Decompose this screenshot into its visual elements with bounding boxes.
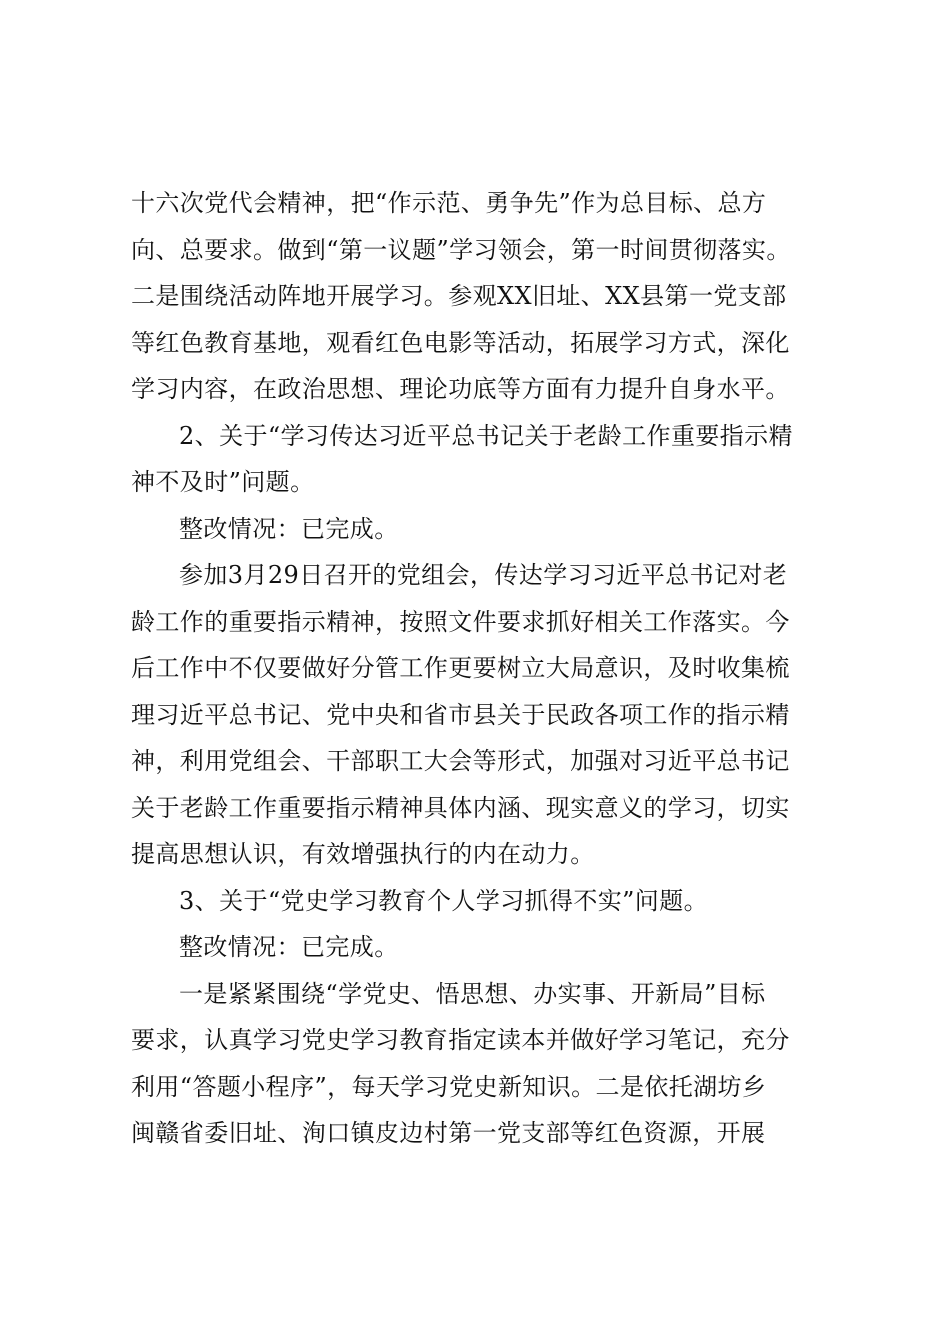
paragraph-start: 一是紧紧围绕“学党史、悟思想、办实事、开新局”目标 bbox=[179, 979, 766, 1008]
text-line: 神，利用党组会、干部职工大会等形式，加强对习近平总书记 bbox=[131, 747, 790, 775]
text-line: 利用“答题小程序”，每天学习党史新知识。二是依托湖坊乡 bbox=[131, 1072, 767, 1101]
document-body bbox=[131, 180, 831, 1157]
text-line: 学习内容，在政治思想、理论功底等方面有力提升自身水平。 bbox=[131, 375, 790, 403]
text-line: 二是围绕活动阵地开展学习。参观XX旧址、XX县第一党支部 bbox=[131, 282, 787, 310]
text-line: 关于老龄工作重要指示精神具体内涵、现实意义的学习，切实 bbox=[131, 793, 790, 822]
text-line: 神不及时”问题。 bbox=[131, 468, 315, 496]
paragraph-start: 参加3月29日召开的党组会，传达学习习近平总书记对老 bbox=[179, 561, 788, 589]
status-line: 整改情况：已完成。 bbox=[179, 933, 399, 961]
text-line: 十六次党代会精神，把“作示范、勇争先”作为总目标、总方 bbox=[131, 189, 767, 217]
section-heading-2: 2、关于“学习传达习近平总书记关于老龄工作重要指示精 bbox=[179, 421, 793, 450]
text-line: 后工作中不仅要做好分管工作更要树立大局意识，及时收集梳 bbox=[131, 654, 790, 682]
text-line: 向、总要求。做到“第一议题”学习领会，第一时间贯彻落实。 bbox=[131, 235, 791, 264]
text-line: 等红色教育基地，观看红色电影等活动，拓展学习方式，深化 bbox=[131, 328, 790, 357]
text-line: 闽赣省委旧址、洵口镇皮边村第一党支部等红色资源，开展 bbox=[131, 1119, 766, 1147]
section-heading-3: 3、关于“党史学习教育个人学习抓得不实”问题。 bbox=[179, 886, 709, 915]
text-line: 提高思想认识，有效增强执行的内在动力。 bbox=[131, 840, 595, 868]
text-line: 龄工作的重要指示精神，按照文件要求抓好相关工作落实。今 bbox=[131, 607, 790, 636]
status-line: 整改情况：已完成。 bbox=[179, 514, 399, 543]
text-line: 要求，认真学习党史学习教育指定读本并做好学习笔记，充分 bbox=[131, 1026, 790, 1054]
text-line: 理习近平总书记、党中央和省市县关于民政各项工作的指示精 bbox=[131, 700, 790, 729]
